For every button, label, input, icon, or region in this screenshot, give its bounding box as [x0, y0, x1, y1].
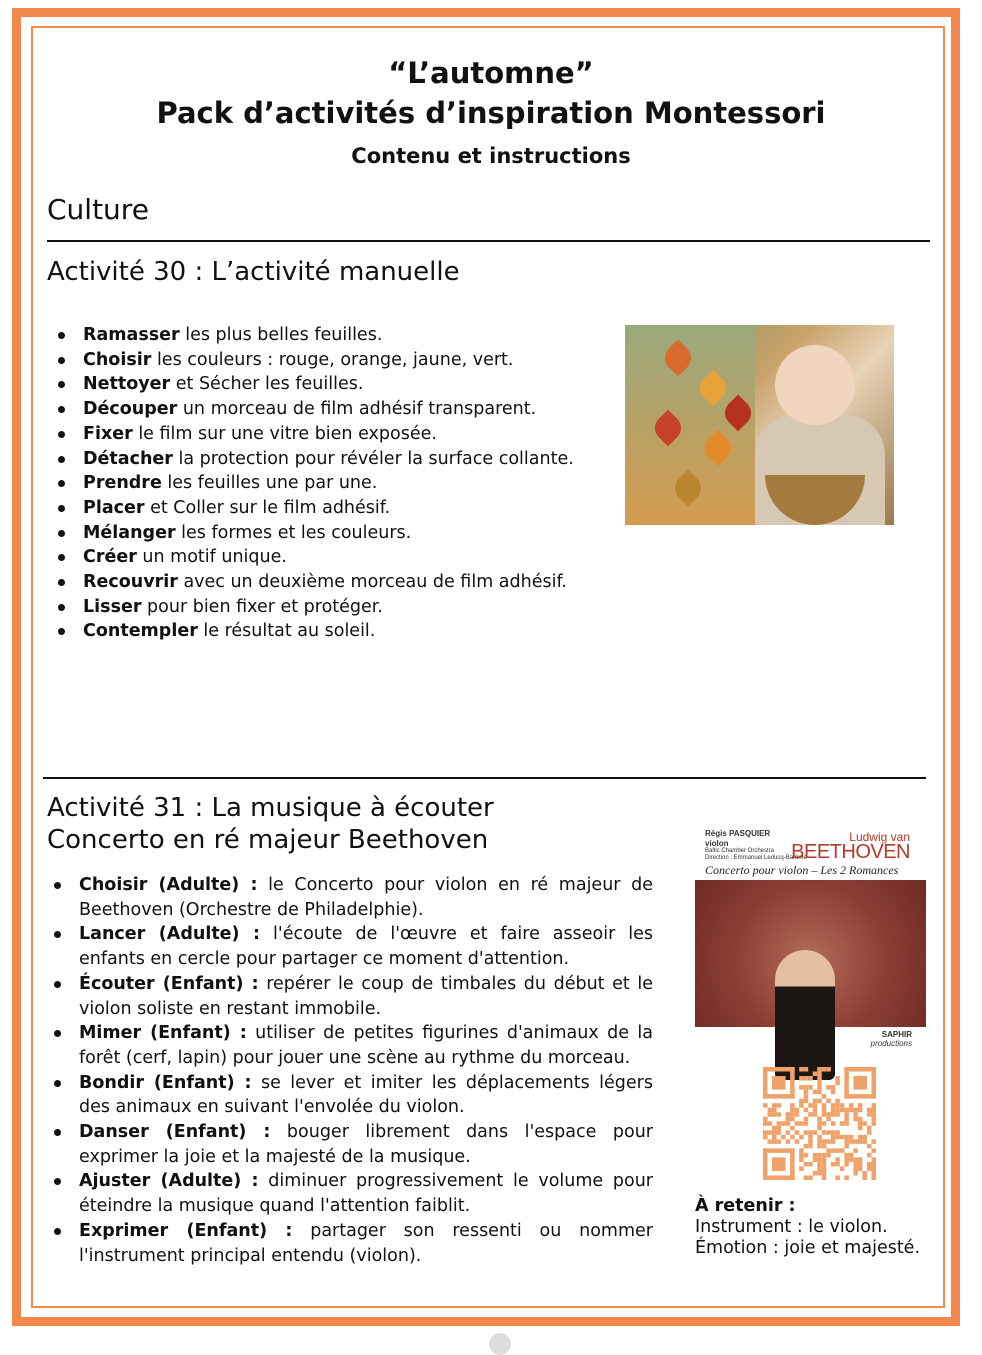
album-director: Direction : Emmanuel Leducq-Barôme [705, 855, 807, 861]
album-composer: BEETHOVEN [791, 841, 910, 863]
activity-31-subtitle: Concerto en ré majeur Beethoven [47, 825, 489, 855]
section-divider [47, 240, 930, 242]
step-verb: Ajuster (Adulte) : [79, 1171, 259, 1192]
step-verb: Découper [83, 399, 178, 420]
step-item [79, 922, 653, 971]
step-text: l'écoute de l'œuvre et faire asseoir les enfants en cercle pour partager ce moment d'attention. [79, 924, 654, 970]
step-item [79, 972, 653, 1021]
step-text: partager son ressenti ou nommer l'instrument principal entendu (violon). [79, 1220, 653, 1266]
step-verb: Lancer (Adulte) : [79, 924, 261, 945]
step-verb: Recouvrir [83, 572, 178, 593]
step-text: repérer le coup de timbales du début et le violon soliste en restant immobile. [79, 973, 654, 1019]
step-verb: Placer [83, 497, 145, 518]
step-verb: Ramasser [83, 325, 180, 345]
step-verb: Danser (Enfant) : [79, 1122, 271, 1143]
page-title-main: Pack d’activités d’inspiration Montessori [156, 96, 826, 130]
step-text: le Concerto pour violon en ré majeur de Beethoven (Orchestre de Philadelphie). [79, 875, 653, 920]
child-leaves-photo [625, 325, 894, 525]
page-title: “L’automne” [388, 56, 594, 90]
retenir-title: À retenir : [695, 1196, 796, 1216]
step-item [79, 873, 653, 922]
activity-31-title: Activité 31 : La musique à écouter [47, 793, 494, 823]
step-item [79, 1169, 653, 1218]
step-item [83, 595, 577, 620]
step-text: et Sécher les feuilles. [170, 374, 364, 395]
qr-code-icon[interactable] [763, 1067, 876, 1180]
album-composer-small: Ludwig van [849, 830, 910, 844]
album-artist: Régis PASQUIER [705, 829, 771, 838]
album-artist-role: violon [705, 839, 729, 848]
violinist-figure [775, 950, 835, 1080]
step-text: pour bien fixer et protéger. [141, 596, 383, 617]
step-text: un motif unique. [136, 547, 287, 568]
step-item [83, 372, 577, 397]
step-item [83, 422, 577, 447]
step-verb: Lisser [83, 596, 142, 617]
step-verb: Contempler [83, 621, 198, 642]
step-text: diminuer progressivement le volume pour éteindre la musique quand l'attention faiblit. [79, 1171, 653, 1217]
step-text: les feuilles une par une. [161, 473, 378, 494]
step-item [83, 397, 577, 422]
album-label [871, 1030, 912, 1048]
retenir-instrument: Instrument : le violon. [695, 1217, 888, 1237]
step-text: utiliser de petites figurines d'animaux de la forêt (cerf, lapin) pour jouer une scène au rythme du morceau. [79, 1023, 653, 1068]
step-verb: Nettoyer [83, 374, 171, 395]
step-verb: Prendre [83, 473, 162, 494]
step-item [79, 1071, 653, 1120]
section-title: Culture [47, 193, 149, 226]
step-item [83, 521, 577, 546]
retenir-box [695, 1196, 920, 1259]
step-text: un morceau de film adhésif transparent. [177, 399, 537, 420]
album-work: Concerto pour violon – Les 2 Romances [705, 863, 899, 877]
step-item [83, 471, 577, 496]
step-verb: Écouter (Enfant) : [79, 973, 259, 994]
step-verb: Choisir [83, 349, 152, 370]
step-item [83, 496, 577, 521]
step-verb: Choisir (Adulte) : [79, 875, 258, 895]
activity-30-steps [83, 323, 577, 644]
step-text: les formes et les couleurs. [175, 522, 412, 543]
activity-31-steps [79, 873, 653, 1268]
album-label-sub: productions [870, 1039, 912, 1048]
step-verb: Créer [83, 547, 137, 568]
step-verb: Mimer (Enfant) : [79, 1023, 247, 1044]
album-orchestra: Baltic Chamber Orchestra [705, 848, 775, 854]
step-item [83, 619, 577, 644]
step-text: se lever et imiter les déplacements légers des animaux en suivant l'envolée du violon. [79, 1072, 653, 1118]
retenir-emotion: Émotion : joie et majesté. [695, 1238, 921, 1258]
step-verb: Bondir (Enfant) : [79, 1072, 252, 1093]
step-item [79, 1219, 653, 1268]
step-text: les couleurs : rouge, orange, jaune, vert. [151, 349, 514, 370]
step-verb: Fixer [83, 423, 133, 444]
step-text: et Coller sur le film adhésif. [144, 497, 391, 518]
step-verb: Exprimer (Enfant) : [79, 1220, 293, 1241]
step-item [83, 348, 577, 373]
step-item [79, 1021, 653, 1070]
album-art [695, 880, 926, 1027]
step-text: avec un deuxième morceau de film adhésif. [177, 572, 567, 593]
step-item [83, 545, 577, 570]
step-verb: Mélanger [83, 522, 176, 543]
step-text: la protection pour révéler la surface collante. [172, 448, 574, 469]
step-item [83, 570, 577, 595]
step-item [83, 323, 577, 348]
step-text: le film sur une vitre bien exposée. [132, 423, 437, 444]
album-cover [695, 826, 926, 1046]
step-verb: Détacher [83, 448, 173, 469]
step-item [79, 1120, 653, 1169]
step-text: les plus belles feuilles. [179, 325, 383, 345]
page-number-marker [489, 1333, 511, 1355]
activity-divider [43, 777, 926, 779]
activity-30-title: Activité 30 : L’activité manuelle [47, 257, 460, 287]
step-text: le résultat au soleil. [197, 621, 376, 642]
album-label-name: SAPHIR [881, 1030, 912, 1039]
page-subtitle: Contenu et instructions [351, 144, 631, 168]
step-text: bouger librement dans l'espace pour exprimer la joie et la majesté de la musique. [79, 1122, 653, 1167]
step-item [83, 447, 577, 472]
